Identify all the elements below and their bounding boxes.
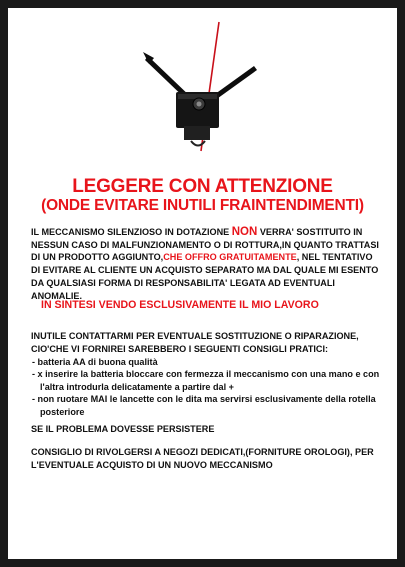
intro-paragraph	[31, 226, 383, 302]
final-advice: CONSIGLIO DI RIVOLGERSI A NEGOZI DEDICATI,(FORNITURE OROLOGI), PER L'EVENTUALE ACQUISTO DI UN NUOVO MECCANISMO	[31, 447, 374, 470]
intro-text-3: , NEL TENTATIVO DI EVITARE AL CLIENTE UN ACQUISTO SEPARATO MA DAL QUALE MI ESENTO DA QUALSIASI FORMA DI RESPONSABILITA' LEGATA AD EVENTUALI ANOMALIE.	[31, 252, 379, 301]
tips-list	[32, 356, 384, 418]
intro-text-2: VERRA' SOSTITUITO IN NESSUN CASO DI MALFUNZIONAMENTO O DI ROTTURA,IN QUANTO TRATTASI DI UN PRODOTTO AGGIUNTO,	[31, 227, 379, 263]
advice-intro: INUTILE CONTATTARMI PER EVENTUALE SOSTITUZIONE O RIPARAZIONE, CIO'CHE VI FORNIREI SAREBBERO I SEGUENTI CONSIGLI PRATICI:	[31, 331, 359, 354]
notice-subtitle: (ONDE EVITARE INUTILI FRAINTENDIMENTI)	[41, 197, 364, 214]
persist-line: SE IL PROBLEMA DOVESSE PERSISTERE	[31, 424, 215, 434]
notice-title: LEGGERE CON ATTENZIONE	[72, 176, 333, 197]
intro-highlight-free: CHE OFFRO GRATUITAMENTE	[163, 252, 297, 263]
tip-item: - non ruotare MAI le lancette con le dita ma servirsi esclusivamente della rotella posteriore	[32, 394, 376, 417]
intro-highlight-non: NON	[231, 226, 258, 238]
summary-line: IN SINTESI VENDO ESCLUSIVAMENTE IL MIO LAVORO	[41, 299, 319, 311]
tip-item: - batteria AA di buona qualità	[32, 357, 158, 367]
intro-text-1: IL MECCANISMO SILENZIOSO IN DOTAZIONE	[31, 227, 232, 237]
tip-item: - x inserire la batteria bloccare con fermezza il meccanismo con una mano e con l'altra introdurla delicatamente a partire dal +	[32, 369, 380, 392]
clock-mechanism-image	[8, 8, 397, 178]
